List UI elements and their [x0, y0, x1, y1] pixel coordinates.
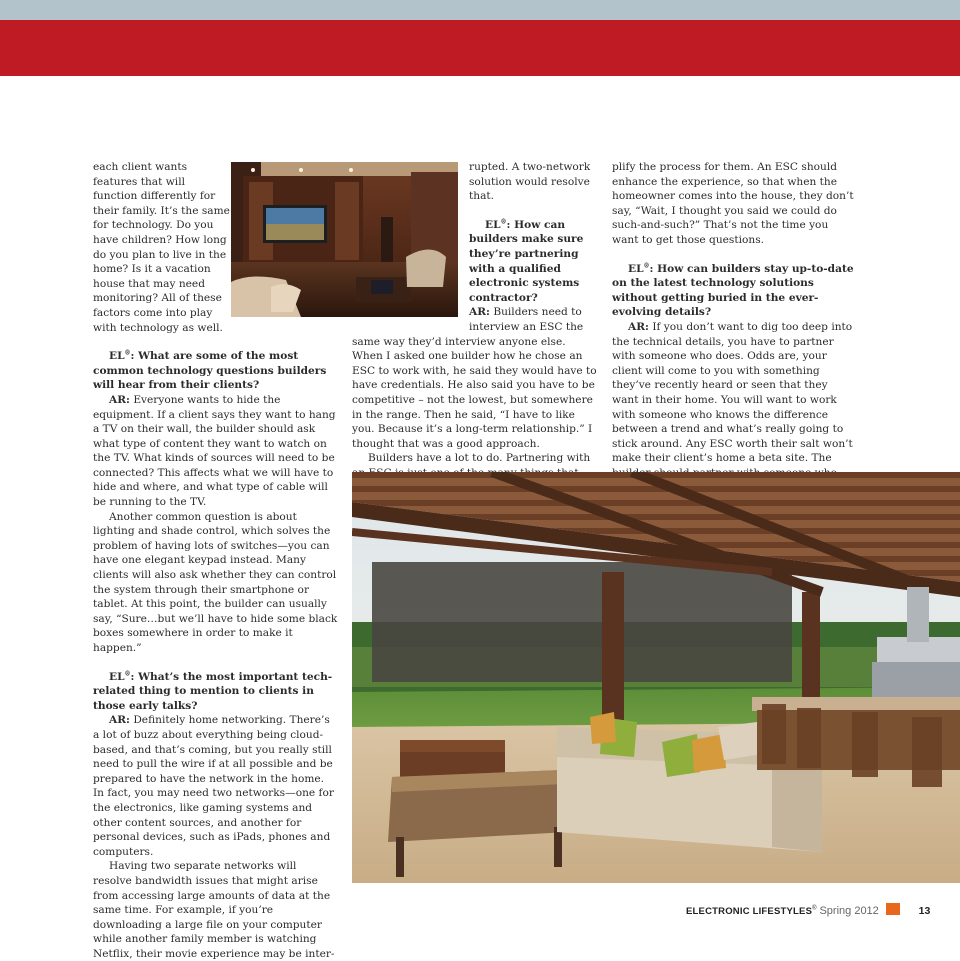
home-theater-illustration: [231, 162, 458, 317]
question-2: EL®: What’s the most important tech-related thing to mention to clients in those early talks?: [93, 670, 333, 712]
question-3: EL®: How can builders make sure they’re partnering with a qualified electronic systems contractor?: [469, 218, 584, 304]
publisher-logo-icon: [886, 903, 900, 915]
outdoor-patio-photo: [352, 472, 960, 883]
question-1: EL®: What are some of the most common technology questions builders will hear from their clients?: [93, 349, 327, 392]
outdoor-patio-illustration: [352, 472, 960, 883]
continued-paragraph-3: plify the process for them. An ESC should enhance the experience, so that when the homeowner comes into the house, they don’t say, “Wait, I thought you said we could do such-and-such?” That’s not the time you want to get those questions.: [612, 161, 854, 246]
continued-paragraph: rupted. A two-network solution would resolve that.: [469, 161, 591, 203]
answer-2: AR: Definitely home networking. There’s a lot of buzz about everything being cloud-based, and that’s coming, but you really still need to pull the wire if at all possible and be prepared to have the network in the home. In fact, you may need two networks—one for the electronics, like gaming systems and other content sources, and another for personal devices, such as iPads, phones and computers.: [93, 714, 334, 858]
answer-1: AR: Everyone wants to hide the equipment. If a client says they want to hang a TV on their wall, the builder should ask what type of content they want to watch on the TV. What kinds of sources will need to be connected? This affects what we will have to hide and where, and what type of cable will be running to the TV.: [93, 393, 336, 509]
top-gray-band: [0, 0, 960, 20]
answer-3: AR: Builders need to interview an ESC the same way they’d interview anyone else. When I asked one builder how he chose an ESC to work with, he said they would have to have credentials. He also said you have to be competitive – not the lowest, but somewhere in the range. Then he said, “I have to like you. Because it’s a long-term relationship.” I thought that was a good approach.: [352, 306, 597, 450]
paragraph-builders: Builders have a lot to do. Partnering with: [368, 452, 591, 465]
top-red-band: [0, 20, 960, 76]
page-footer: ELECTRONIC LIFESTYLES® Spring 2012 13: [686, 905, 931, 917]
paragraph-lighting: Another common question is about lighting and shade control, which solves the problem of having lots of switches—you can have one elegant keypad instead. Many clients will also ask whether they can control the system through their smartphone or tablet. At this point, the builder can usually say, “Sure…but we’ll have to hide some black boxes somewhere in order to make it happen.”: [93, 510, 338, 654]
paragraph-networks: Having two separate networks will resolve bandwidth issues that might arise from accessing large amounts of data at the same time. For example, if you’re downloading a large file on your computer while another family member is watching Netflix, their movie experience may be inter-: [93, 860, 335, 960]
page-number: 13: [918, 905, 931, 917]
question-4: EL®: How can builders stay up-to-date on the latest technology solutions without getting buried in the ever-evolving details?: [612, 262, 854, 319]
article-column-3: [612, 160, 857, 495]
intro-paragraph: each client wants features that will function differently for their family. It’s the same for technology. Do you have children? How long do you plan to live in the home? Is it a vacation house that may need monitoring? All of these factors come into play with technology as well.: [93, 161, 230, 334]
answer-4: AR: If you don’t want to dig too deep into the technical details, you have to partner with someone who does. Odds are, your client will come to you with something they’ve recently heard or seen that they want in their home. You will want to work with someone who knows the difference between a trend and what’s really going to stick around. Any ESC worth their salt won’t make their client’s home a beta site. The: [612, 320, 857, 495]
home-theater-photo: [231, 162, 458, 317]
